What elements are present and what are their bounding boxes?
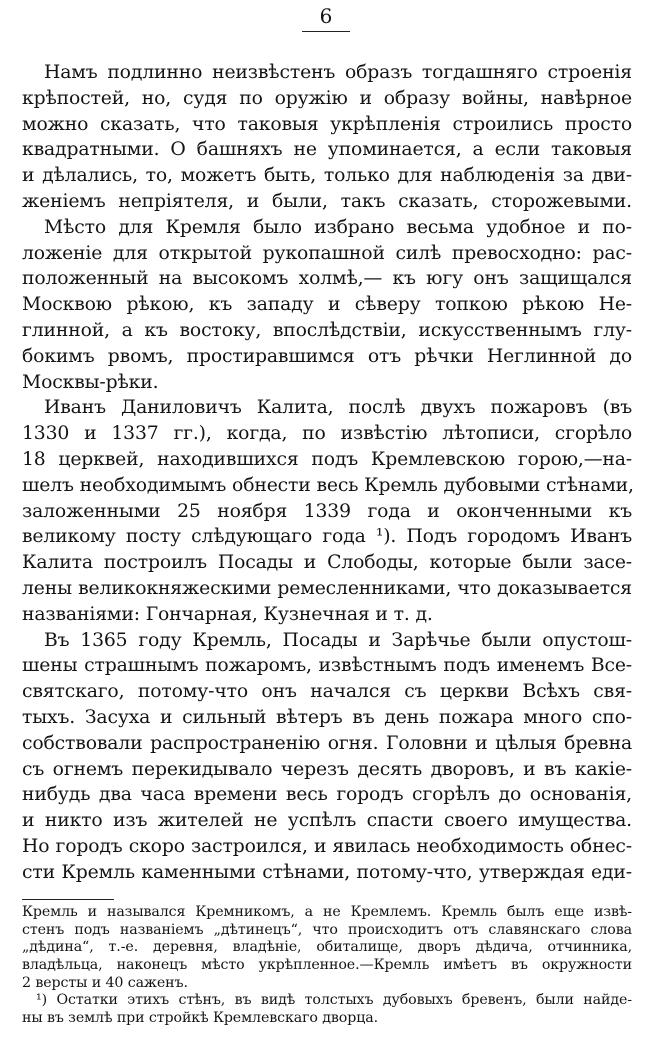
text-line: ложеніе для открытой рукопашной силѣ превосходно: рас-: [22, 242, 632, 264]
footnotes: [22, 904, 632, 1028]
main-text: [22, 60, 632, 886]
text-line: положенный на высокомъ холмѣ,— къ югу онъ защищался: [22, 268, 632, 290]
text-line: Москвы-рѣки.: [22, 371, 159, 393]
text-line: Иванъ Даниловичъ Калита, послѣ двухъ пожаровъ (въ: [44, 397, 632, 419]
footnote-line: „дѣдина“, т.-е. деревня, владѣніе, обиталище, дворъ дѣдича, отчинника,: [22, 939, 632, 956]
text-line: шены страшнымъ пожаромъ, извѣстнымъ подъ именемъ Все-: [22, 655, 632, 677]
text-line: съ огнемъ перекидывало черезъ десять дворовъ, и въ какіе-: [22, 758, 632, 780]
text-line: шелъ необходимымъ обнести весь Кремль дубовыми стѣнами,: [22, 474, 634, 496]
text-line: Въ 1365 году Кремль, Посады и Зарѣчье были опустош-: [44, 629, 632, 651]
text-line: нибудь два часа времени весь городъ сгорѣлъ до основанія,: [22, 784, 632, 806]
text-line: крѣпостей, но, судя по оружію и образу войны, навѣрное: [22, 87, 632, 109]
footnote-line: Кремль и назывался Кремникомъ, а не Кремлемъ. Кремль былъ еще извѣ-: [22, 904, 632, 920]
text-line: и никто изъ жителей не успѣлъ спасти своего имущества.: [22, 810, 632, 832]
text-line: 1330 и 1337 гг.), когда, по извѣстію лѣтописи, сгорѣло: [22, 423, 632, 445]
footnote-line: ¹) Остатки этихъ стѣнъ, въ видѣ толстыхъ дубовыхъ бревенъ, были найде-: [36, 992, 632, 1009]
text-line: и дѣлались, то, можетъ быть, только для наблюденія за дви-: [22, 165, 632, 187]
text-line: названіями: Гончарная, Кузнечная и т. д.: [22, 603, 433, 625]
text-line: заложенными 25 ноября 1339 года и оконченными къ: [22, 500, 632, 522]
text-line: великому посту слѣдующаго года ¹). Подъ городомъ Иванъ: [22, 526, 632, 548]
text-line: можно сказать, что таковыя укрѣпленія строились просто: [22, 113, 632, 135]
text-line: квадратными. О башняхъ не упоминается, а если таковыя: [22, 139, 632, 161]
text-line: 18 церквей, находившихся подъ Кремлевскою горою,—на-: [22, 448, 632, 470]
footnote-line: стенъ подъ названіемъ „дѣтинецъ“, что происходитъ отъ славянскаго слова: [22, 921, 632, 938]
page-number: 6: [319, 4, 333, 28]
footnote-line: 2 версты и 40 саженъ.: [22, 974, 188, 991]
text-line: Но городъ скоро застроился, и явилась необходимость обнес-: [22, 835, 632, 857]
text-line: Намъ подлинно неизвѣстенъ образъ тогдашняго строенія: [44, 62, 632, 83]
text-line: женіемъ непріятеля, и были, такъ сказать, сторожевыми.: [22, 190, 632, 212]
text-line: лены великокняжескими ремесленниками, что доказывается: [22, 577, 632, 599]
footnote-line: владѣльца, наконецъ мѣсто укрѣпленное.—Кремль имѣетъ въ окружности: [22, 957, 632, 974]
page-number-rule: [302, 31, 350, 32]
text-line: Калита построилъ Посады и Слободы, которые были засе-: [22, 552, 632, 574]
text-line: Москвою рѣкою, къ западу и сѣверу топкою рѣкою Не-: [22, 294, 632, 316]
footnote-line: ны въ землѣ при стройкѣ Кремлевскаго дворца.: [22, 1010, 379, 1027]
text-line: бокимъ рвомъ, простиравшимся отъ рѣчки Неглинной до: [22, 345, 632, 367]
text-line: глинной, а къ востоку, впослѣдствіи, искусственнымъ глу-: [22, 319, 632, 341]
text-line: тыхъ. Засуха и сильный вѣтеръ въ день пожара много спо-: [22, 706, 632, 728]
text-line: сти Кремль каменными стѣнами, потому-что, утверждая еди-: [22, 861, 632, 883]
text-line: собствовали распространенію огня. Головни и цѣлыя бревна: [22, 732, 632, 754]
text-line: Мѣсто для Кремля было избрано весьма удобное и по-: [44, 216, 632, 238]
footnote-rule: [22, 899, 114, 900]
text-line: святскаго, потому-что онъ начался съ церкви Всѣхъ свя-: [22, 681, 632, 703]
